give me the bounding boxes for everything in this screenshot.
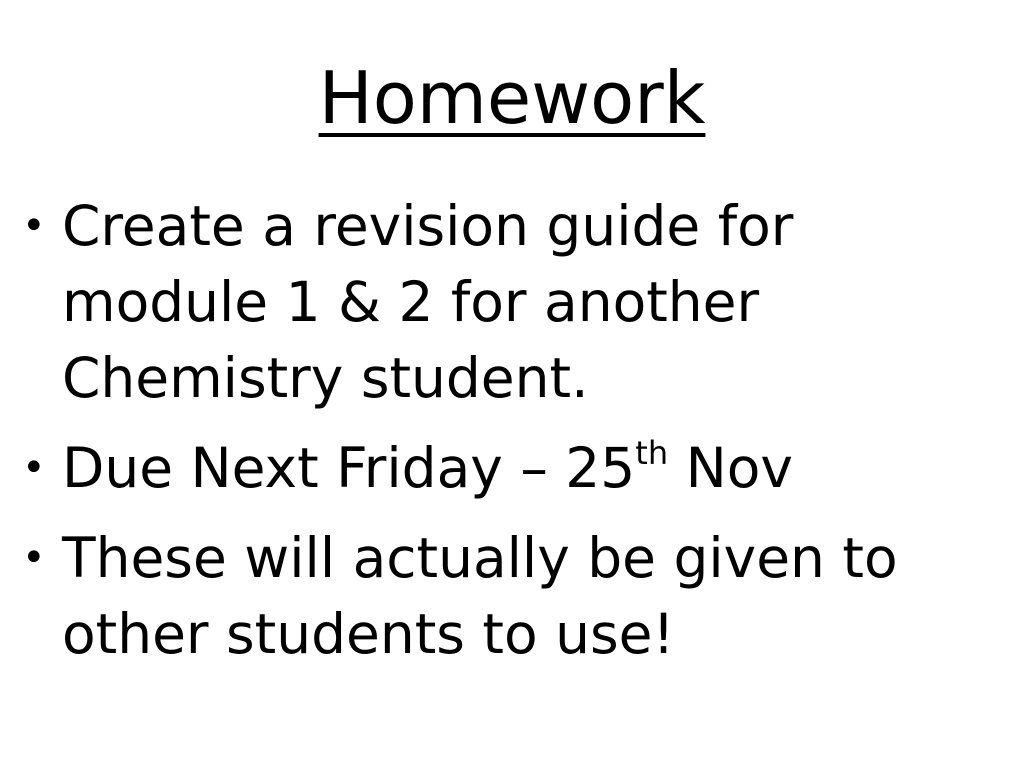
bullet-dot: • [22, 445, 46, 491]
bullet-dot: • [22, 203, 46, 249]
due-date-month: Nov [668, 436, 793, 500]
bullet-text: These will actually be given to other students to use! [62, 526, 898, 666]
bullet-text: Create a revision guide for module 1 & 2 for another Chemistry student. [62, 194, 794, 410]
bullet-dot: • [22, 535, 46, 581]
bullet-item-revision-guide [22, 188, 982, 416]
due-date-text: Due Next Friday – 25 [62, 436, 636, 500]
bullet-text [62, 430, 982, 506]
bullet-item-due-date [22, 430, 982, 506]
slide-title [0, 52, 1024, 144]
ordinal-suffix: th [635, 433, 669, 472]
bullet-list [22, 188, 982, 686]
slide-title-text: Homework [318, 56, 706, 140]
bullet-item-given-to-students [22, 520, 982, 672]
